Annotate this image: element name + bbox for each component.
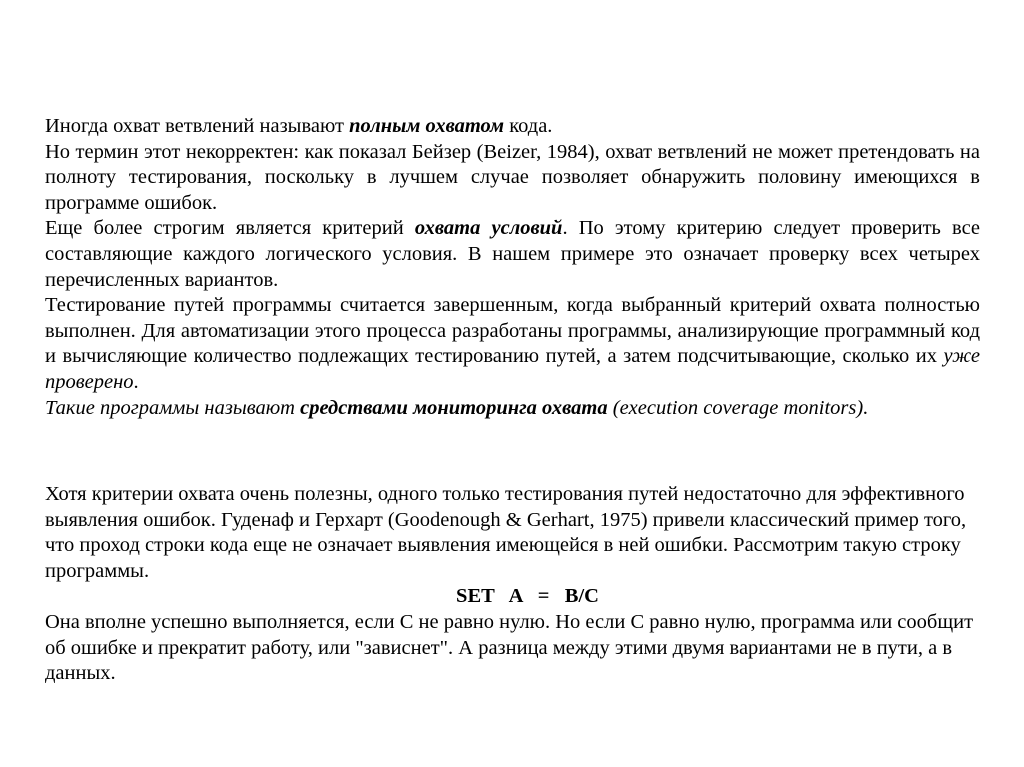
text-span: . По этому критерию следует проверить все составляющие каждого логического условия. В нашем примере это означает проверку всех четырех перечисленных вариантов.: [45, 217, 981, 291]
emphasis-full-coverage: полным охватом: [349, 115, 505, 137]
text-span: Иногда охват ветвлений называют: [45, 115, 350, 137]
code-line: SET A = B/C: [456, 585, 599, 608]
text-span: кода.: [504, 115, 553, 137]
text-span: Такие программы называют: [45, 396, 301, 419]
text-span: Еще более строгим является критерий: [45, 217, 415, 240]
paragraph-path-testing: [45, 293, 980, 395]
paragraph-branch-coverage: [45, 114, 980, 140]
text-span: (execution coverage monitors).: [607, 396, 869, 419]
text-block-example: [45, 482, 980, 687]
text-span: Тестирование путей программы считается завершенным, когда выбранный критерий охвата полностью выполнен. Для автоматизации этого процесса разработаны программы, анализирующие программный код и вычисляющие количество подлежащих тестированию путей, а затем подсчитывающие, сколько их: [45, 294, 980, 368]
italic-already-checked: уже проверено: [45, 345, 980, 393]
paragraph-coverage-monitors: [45, 396, 980, 422]
paragraph-beizer: Но термин этот некорректен: как показал Бейзер (Beizer, 1984), охват ветвлений не может претендовать на полноту тестирования, поскольку в лучшем случае позволяет обнаружить половину имеющихся в программе ошибок.: [45, 140, 980, 214]
paragraph-condition-coverage: [45, 216, 980, 293]
emphasis-coverage-monitors: средствами мониторинга охвата: [300, 396, 608, 419]
emphasis-condition-coverage: охвата условий: [414, 217, 563, 240]
paragraph-goodenough-gerhart: Хотя критерии охвата очень полезны, одного только тестирования путей недостаточно для эффективного выявления ошибок. Гуденаф и Герхарт (Goodenough & Gerhart, 1975) привели классический пример того, что проход строки кода еще не означает выявления имеющейся в ней ошибки. Рассмотрим такую строку программы.: [45, 483, 967, 582]
text-block-coverage: [45, 114, 980, 421]
text-span: .: [133, 370, 139, 393]
paragraph-division-example: Она вполне успешно выполняется, если С не равно нулю. Но если С равно нулю, программа или сообщит об ошибке и прекратит работу, или "зависнет". А разница между этими двумя вариантами не в пути, а в данных.: [45, 610, 974, 685]
